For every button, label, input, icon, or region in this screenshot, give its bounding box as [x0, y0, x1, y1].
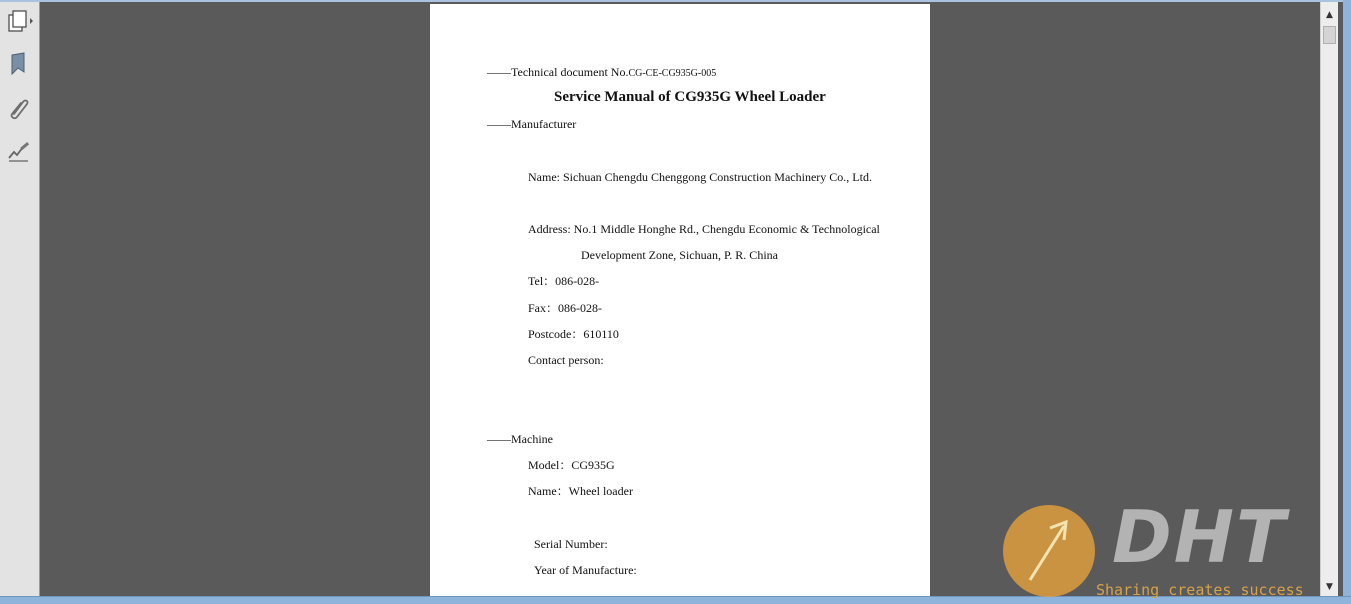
address-line-2: Development Zone, Sichuan, P. R. China	[581, 248, 778, 262]
manufacturer-heading: ——Manufacturer	[487, 117, 577, 131]
machine-heading: ——Machine	[487, 432, 553, 446]
model-line: Model：CG935G	[528, 458, 615, 472]
contact-line: Contact person:	[528, 353, 604, 367]
manufacturer-name: Name: Sichuan Chengdu Chenggong Construction Machinery Co., Ltd.	[528, 170, 872, 184]
serial-number-line: Serial Number:	[534, 537, 608, 551]
vertical-scrollbar[interactable]	[1320, 2, 1338, 596]
watermark-tagline: Sharing creates success	[1096, 581, 1304, 599]
scroll-thumb[interactable]	[1323, 26, 1336, 44]
postcode-line: Postcode：610110	[528, 327, 619, 341]
fax-line: Fax：086-028-	[528, 301, 602, 315]
year-line: Year of Manufacture:	[534, 563, 637, 577]
machine-name-line: Name：Wheel loader	[528, 484, 633, 498]
scroll-up-arrow-icon[interactable]: ▲	[1326, 10, 1333, 20]
signature-icon[interactable]	[5, 138, 33, 166]
scroll-down-arrow-icon[interactable]: ▼	[1326, 582, 1333, 592]
document-viewer[interactable]	[40, 2, 1320, 599]
address-line-1: Address: No.1 Middle Honghe Rd., Chengdu Economic & Technological	[528, 222, 880, 236]
page-title: Service Manual of CG935G Wheel Loader	[554, 89, 826, 105]
bookmark-icon[interactable]	[5, 50, 33, 78]
tel-line: Tel：086-028-	[528, 274, 600, 288]
watermark-logo-text: DHT	[1112, 495, 1288, 579]
navigation-panel	[0, 2, 40, 596]
window-frame-bottom	[0, 596, 1351, 604]
window-frame-right	[1343, 0, 1351, 600]
pages-icon[interactable]	[5, 8, 33, 36]
document-page	[430, 4, 930, 596]
doc-number-line: ——Technical document No.CG-CE-CG935G-005	[487, 65, 717, 79]
attachment-icon[interactable]	[5, 94, 33, 122]
